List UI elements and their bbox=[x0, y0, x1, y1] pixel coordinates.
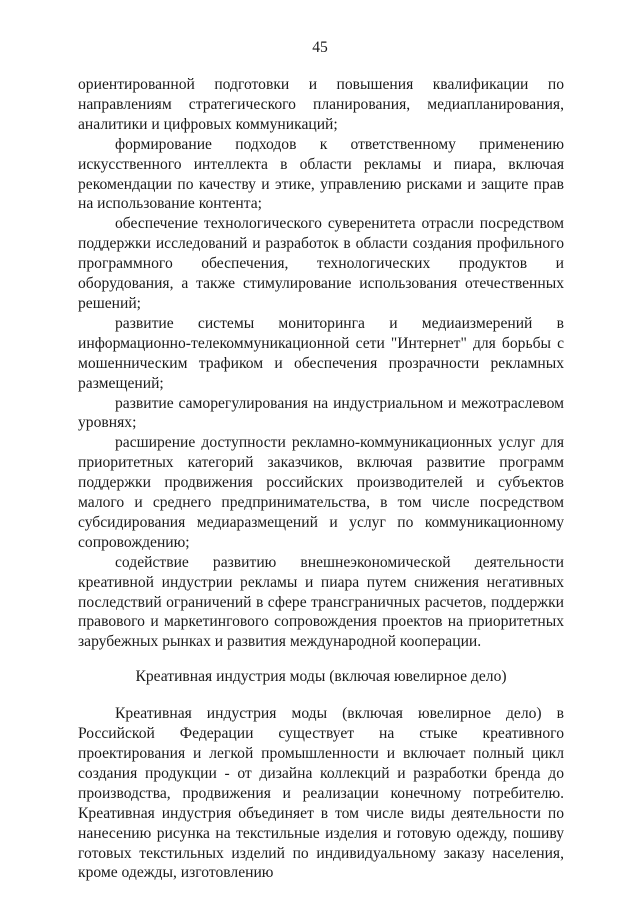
list-item: формирование подходов к ответственному применению искусственного интеллекта в области рекламы и пиара, включая рекомендации по качеству и этике, управлению рисками и защите прав на использование контента; bbox=[78, 135, 564, 213]
document-body bbox=[78, 75, 564, 883]
section-heading: Креативная индустрия моды (включая ювелирное дело) bbox=[135, 668, 507, 686]
section-paragraph: Креативная индустрия моды (включая ювелирное дело) в Российской Федерации существует на стыке креативного проектирования и легкой промышленности и включает полный цикл создания продукции - от дизайна коллекций и разработки бренда до производства, продвижения и реализации конечному потребителю. Креативная индустрия объединяет в том числе виды деятельности по нанесению рисунка на текстильные изделия и готовую одежду, пошиву готовых текстильных изделий по индивидуальному заказу населения, кроме одежды, изготовлению bbox=[78, 705, 564, 882]
list-item: развитие системы мониторинга и медиаизмерений в информационно-телекоммуникационной сети "Интернет" для борьбы с мошенническим трафиком и обеспечения прозрачности рекламных размещений; bbox=[78, 314, 564, 392]
list-item: расширение доступности рекламно-коммуникационных услуг для приоритетных категорий заказчиков, включая развитие программ поддержки продвижения российских производителей и субъектов малого и среднего предпринимательства, в том числе посредством субсидирования медиаразмещений и услуг по коммуникационному сопровождению; bbox=[78, 434, 564, 551]
list-item: развитие саморегулирования на индустриальном и межотраслевом уровнях; bbox=[78, 394, 564, 432]
page-number: 45 bbox=[312, 39, 328, 56]
list-item: обеспечение технологического суверенитета отрасли посредством поддержки исследований и разработок в области создания профильного программного обеспечения, технологических продуктов и оборудования, а также стимулирование использования отечественных решений; bbox=[78, 215, 564, 312]
list-item: содействие развитию внешнеэкономической деятельности креативной индустрии рекламы и пиара путем снижения негативных последствий ограничений в сфере трансграничных расчетов, поддержки правового и маркетингового сопровождения проектов на приоритетных зарубежных рынках и развития международной кооперации. bbox=[78, 553, 564, 651]
paragraph-continuation: ориентированной подготовки и повышения квалификации по направлениям стратегического планирования, медиапланирования, аналитики и цифровых коммуникаций; bbox=[78, 76, 564, 133]
